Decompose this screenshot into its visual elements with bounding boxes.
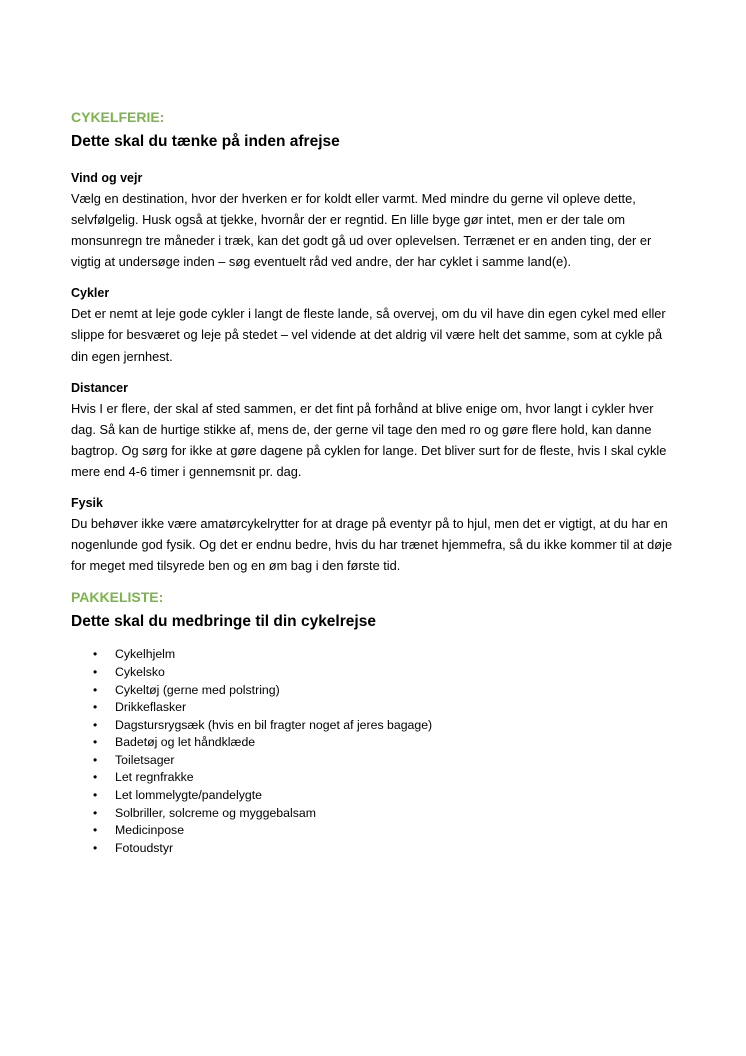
- before-departure-title: Dette skal du tænke på inden afrejse: [71, 133, 340, 150]
- cykelferie-kicker: CYKELFERIE:: [71, 109, 165, 125]
- list-item: • Fotoudstyr: [93, 840, 680, 858]
- list-item: • Cykelsko: [93, 664, 680, 682]
- section-distances: [71, 378, 680, 482]
- list-item: • Dagstursrygsæk (hvis en bil fragter noget af jeres bagage): [93, 717, 680, 735]
- section-body: Du behøver ikke være amatørcykelrytter for at drage på eventyr på to hjul, men det er vigtigt, at du har en nogenlunde god fysik. Og det er endnu bedre, hvis du har trænet hjemmefra, så du ikke kommer til at døje for meget med tilsyrede ben og en øm bag i den første tid.: [71, 516, 673, 574]
- packing-list-title: Dette skal du medbringe til din cykelrejse: [71, 613, 376, 631]
- list-item: • Badetøj og let håndklæde: [93, 734, 680, 752]
- section-heading: Fysik: [71, 496, 103, 511]
- pakkeliste-kicker: PAKKELISTE:: [71, 589, 164, 606]
- list-item: • Solbriller, solcreme og myggebalsam: [93, 805, 680, 823]
- list-item: • Toiletsager: [93, 752, 680, 770]
- section-fitness: [71, 493, 680, 576]
- section-bikes: [71, 283, 680, 366]
- section-body: Det er nemt at leje gode cykler i langt de fleste lande, så overvej, om du vil have din egen cykel med eller slippe for besværet og leje på stedet – vel vidende at det aldrig vil være helt det samme, som at cykle på din egen jernhest.: [71, 306, 666, 364]
- section-heading: Cykler: [71, 286, 110, 301]
- list-item: • Cykelhjelm: [93, 646, 680, 664]
- list-item: • Let lommelygte/pandelygte: [93, 787, 680, 805]
- packing-list: [71, 646, 680, 857]
- section-heading: Vind og vejr: [71, 171, 143, 185]
- list-item: • Cykeltøj (gerne med polstring): [93, 682, 680, 700]
- list-item: • Let regnfrakke: [93, 769, 680, 787]
- section-wind-weather: [71, 168, 680, 272]
- section-body: Hvis I er flere, der skal af sted sammen, er det fint på forhånd at blive enige om, hvor langt i cykler hver dag. Så kan de hurtige stikke af, mens de, der gerne vil tage den med ro og gøre flere hold, kan danne bagtrop. Og sørg for ikke at gøre dagene på cyklen for lange. Det bliver surt for de fleste, hvis I skal cykle mere end 4-6 timer i gennemsnit pr. dag.: [71, 400, 667, 479]
- list-item: • Medicinpose: [93, 822, 680, 840]
- section-heading: Distancer: [71, 380, 128, 395]
- list-item: • Drikkeflasker: [93, 699, 680, 717]
- section-body: Vælg en destination, hvor der hverken er for koldt eller varmt. Med mindre du gerne vil opleve dette, selvfølgelig. Husk også at tjekke, hvornår der er regntid. En lille byge gør intet, men er der tale om monsunregn tre måneder i træk, kan det godt gå ud over oplevelsen. Terrænet er en anden ting, der er vigtig at undersøge inden – søg eventuelt råd ved andre, der har cyklet i samme land(e).: [71, 191, 652, 270]
